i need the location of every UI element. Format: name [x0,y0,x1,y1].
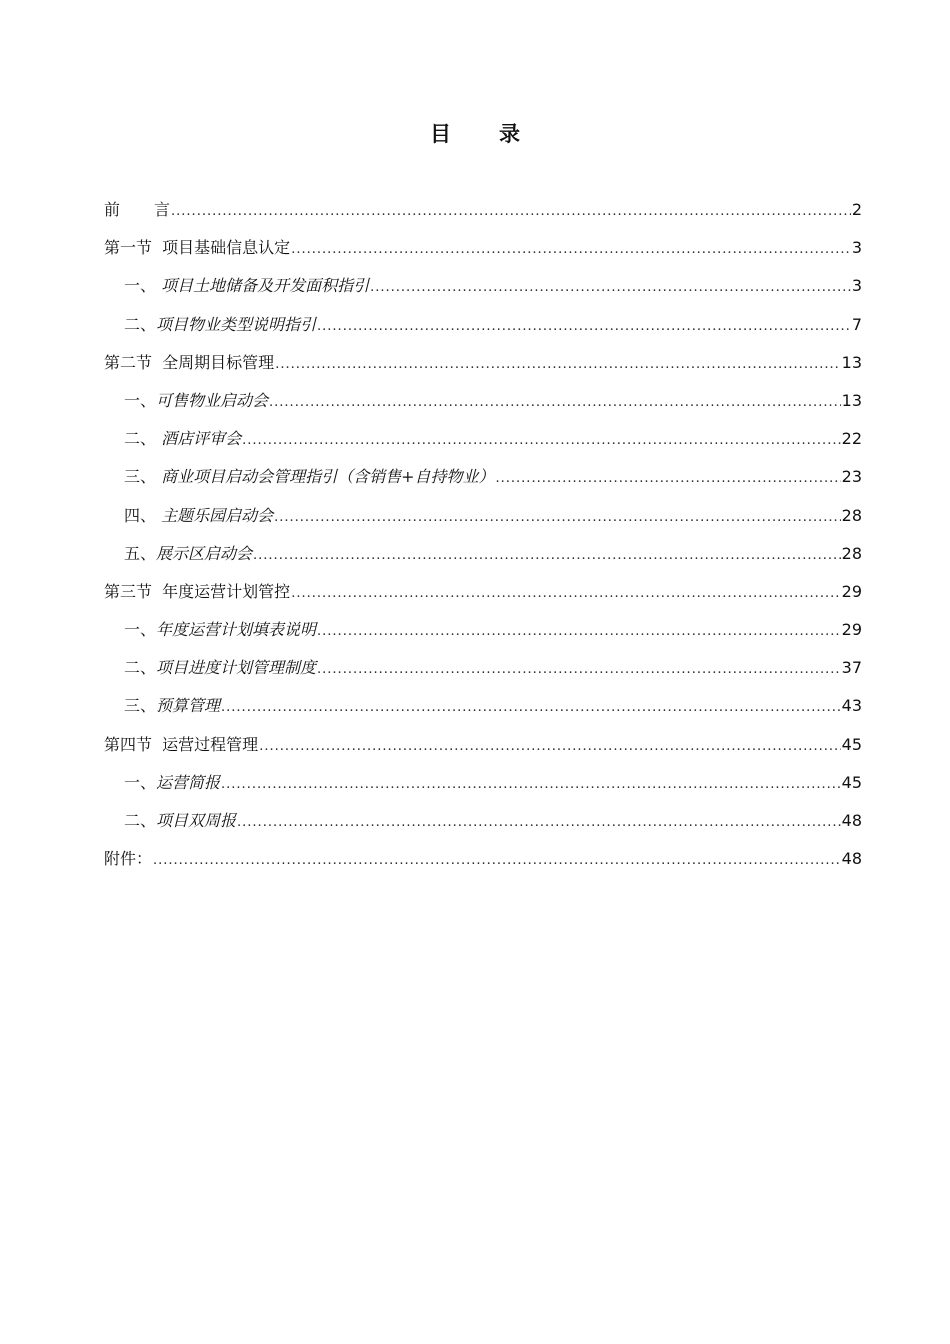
toc-entry-subsection[interactable] [104,390,862,428]
toc-title-part2: 录 [499,122,520,146]
toc-entry-label-part: 言 [154,200,171,219]
toc-entry-number: 一、 [124,390,157,410]
toc-page-number: 29 [841,620,862,640]
toc-page-number: 45 [841,772,862,792]
toc-title-part1: 目 [430,122,451,146]
toc-page-number: 37 [841,658,862,678]
toc-entry-label [124,428,241,450]
toc-entry-label: 第二节 全周期目标管理 [104,352,275,372]
toc-dot-leader [237,812,841,834]
toc-dot-leader [259,736,840,758]
toc-entry-text: 项目双周报 [156,811,237,830]
toc-entry-number: 二、 [124,314,157,334]
toc-entry-subsection[interactable] [104,810,862,848]
toc-entry-subsection[interactable] [104,619,862,657]
toc-entry-number: 二、 [124,811,157,830]
toc-entry-subsection[interactable] [104,428,862,466]
toc-entry-text: 预算管理 [156,696,221,716]
toc-entry-number: 一、 [124,772,157,792]
toc-dot-leader [317,659,841,681]
toc-entry-label [124,657,316,679]
toc-entry-label: 第四节 运营过程管理 [104,734,259,754]
toc-dot-leader [291,583,840,605]
toc-dot-leader [370,277,851,299]
toc-dot-leader [496,468,841,490]
toc-page-number: 7 [851,314,862,334]
toc-dot-leader [317,316,851,338]
toc-entry-number: 五、 [124,543,157,563]
toc-entry-label [124,543,252,565]
toc-dot-leader [274,507,841,529]
toc-entry-number: 四、 [124,505,157,525]
toc-page-number: 13 [841,390,862,410]
toc-dot-leader [317,621,841,643]
toc-entry-subsection[interactable] [104,695,862,733]
toc-list [104,199,862,886]
toc-title [0,118,950,148]
toc-page-number: 23 [841,467,862,487]
toc-dot-leader [221,697,841,719]
toc-entry-text: 运营简报 [156,772,221,792]
toc-dot-leader [221,774,841,796]
toc-entry-text: 主题乐园启动会 [156,505,274,525]
toc-entry-label: 第一节 项目基础信息认定 [104,238,291,258]
toc-entry-text: 可售物业启动会 [156,390,269,410]
toc-entry-label [124,275,369,297]
toc-entry-label [124,314,316,336]
toc-page-number: 3 [851,238,862,258]
toc-entry-text: 年度运营计划填表说明 [156,620,317,640]
toc-entry-label [124,466,495,488]
toc-entry-label: 第三节 年度运营计划管控 [104,581,291,601]
toc-entry-section[interactable] [104,848,862,886]
toc-entry-section[interactable] [104,199,862,237]
toc-entry-label [124,390,268,412]
toc-entry-number: 三、 [124,467,157,487]
toc-entry-label [104,199,170,221]
toc-entry-number: 二、 [124,429,157,449]
toc-page-number: 13 [841,352,862,372]
toc-page-number: 43 [841,696,862,716]
toc-dot-leader [291,239,851,261]
toc-page-number: 45 [841,734,862,754]
toc-page-number: 22 [841,429,862,449]
toc-entry-section[interactable] [104,734,862,772]
toc-dot-leader [275,354,840,376]
toc-entry-text: 商业项目启动会管理指引（含销售+自持物业） [156,467,495,487]
toc-entry-number: 三、 [124,696,157,716]
toc-entry-text: 酒店评审会 [156,429,242,449]
toc-dot-leader [153,850,841,872]
toc-entry-label [124,695,220,717]
toc-dot-leader [171,201,851,223]
toc-page-number: 48 [841,811,862,830]
toc-dot-leader [242,430,841,452]
toc-page-number: 28 [841,543,862,563]
toc-entry-subsection[interactable] [104,275,862,313]
toc-entry-text: 项目进度计划管理制度 [156,658,317,678]
toc-entry-label: 附件： [104,849,153,869]
toc-page-number: 48 [841,849,862,869]
toc-entry-subsection[interactable] [104,314,862,352]
toc-entry-subsection[interactable] [104,543,862,581]
toc-entry-text: 展示区启动会 [156,543,253,563]
toc-entry-label [124,772,220,794]
toc-page-number: 28 [841,505,862,525]
toc-dot-leader [253,545,841,567]
toc-entry-number: 一、 [124,276,157,296]
toc-entry-label [124,505,273,527]
toc-entry-label [124,619,316,641]
toc-entry-subsection[interactable] [104,505,862,543]
toc-entry-label [124,810,236,832]
toc-entry-number: 二、 [124,658,157,678]
toc-entry-subsection[interactable] [104,466,862,504]
toc-entry-label-part: 前 [104,200,121,219]
toc-dot-leader [269,392,841,414]
toc-entry-subsection[interactable] [104,657,862,695]
toc-entry-section[interactable] [104,237,862,275]
toc-entry-section[interactable] [104,581,862,619]
toc-entry-text: 项目土地储备及开发面积指引 [156,276,370,296]
toc-page-number: 2 [851,200,862,219]
toc-page-number: 3 [851,276,862,296]
toc-entry-section[interactable] [104,352,862,390]
toc-entry-text: 项目物业类型说明指引 [156,314,317,334]
toc-entry-number: 一、 [124,620,157,640]
toc-page-number: 29 [841,581,862,601]
toc-entry-subsection[interactable] [104,772,862,810]
